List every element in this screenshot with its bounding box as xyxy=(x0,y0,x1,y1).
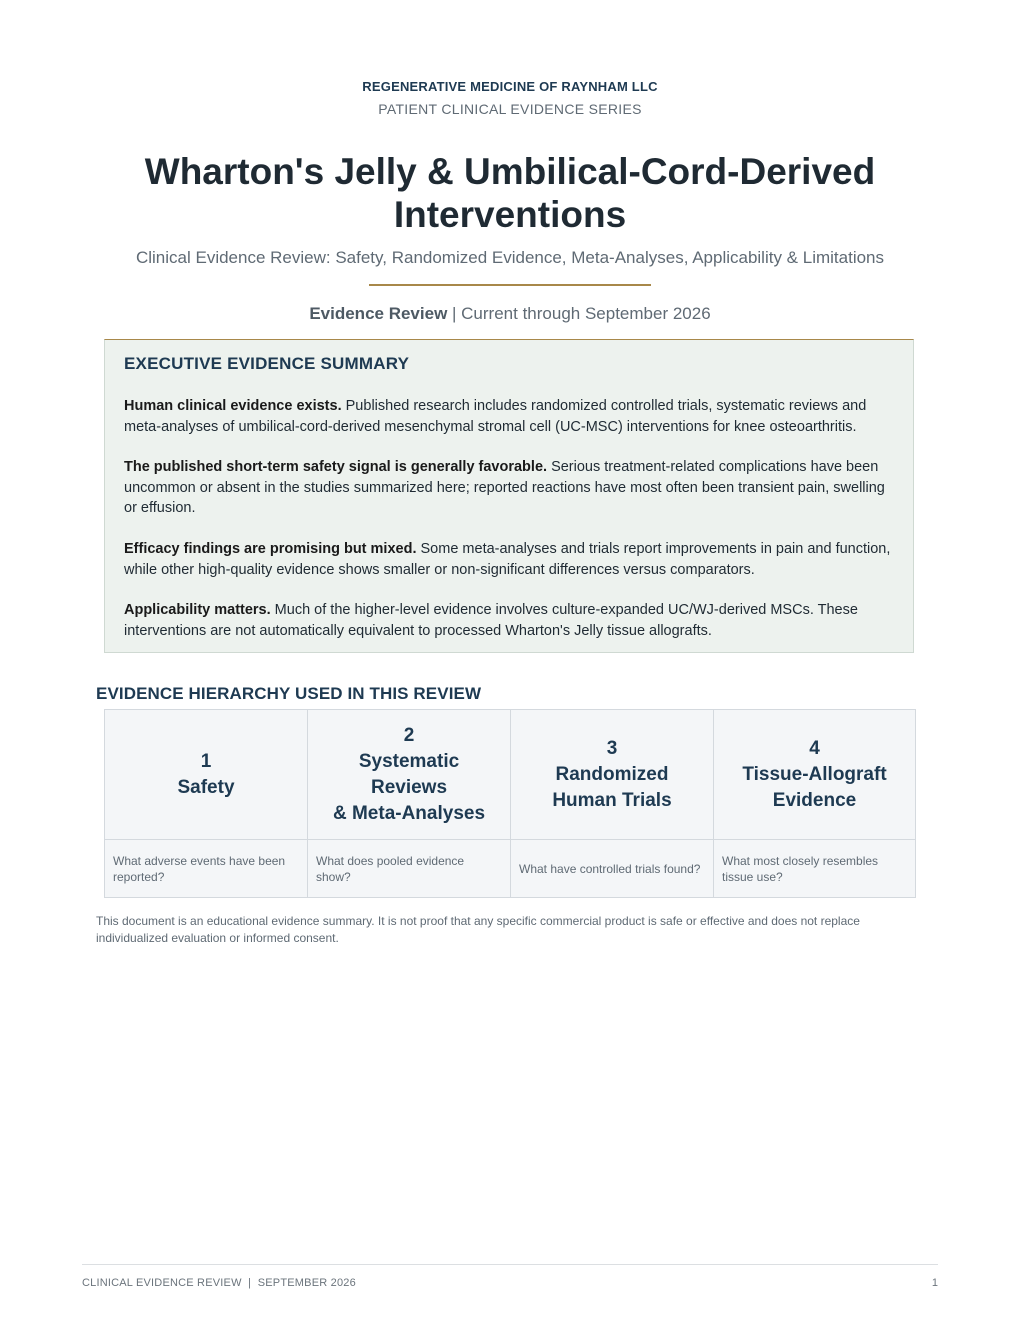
summary-item-text: Serious treatment-related complications have been uncommon or absent in the studies summarized here; reported reactions have most often been transient pain, swelling or effusion. xyxy=(124,459,885,517)
hierarchy-level-label: 2 Systematic Reviews & Meta-Analyses xyxy=(332,724,486,824)
review-status xyxy=(0,304,1020,324)
hierarchy-level-header xyxy=(308,710,511,840)
series-label: PATIENT CLINICAL EVIDENCE SERIES xyxy=(378,101,642,117)
summary-item xyxy=(124,396,899,437)
hierarchy-level-label: 3 Randomized Human Trials xyxy=(552,737,672,811)
hierarchy-level-header xyxy=(105,710,308,840)
summary-item-text: Much of the higher-level evidence involves culture-expanded UC/WJ-derived MSCs. These interventions are not automatically equivalent to processed Wharton's Jelly tissue allografts. xyxy=(124,602,858,639)
review-date: | Current through September 2026 xyxy=(447,304,711,323)
summary-item-lead: The published short-term safety signal is generally favorable. xyxy=(124,459,548,475)
hierarchy-heading: EVIDENCE HIERARCHY USED IN THIS REVIEW xyxy=(96,684,482,703)
summary-item xyxy=(124,600,899,641)
organization-name: REGENERATIVE MEDICINE OF RAYNHAM LLC xyxy=(362,79,658,94)
hierarchy-level-header xyxy=(714,710,915,840)
summary-item-lead: Applicability matters. xyxy=(124,602,271,618)
hierarchy-level-label: 4 Tissue-Allograft Evidence xyxy=(742,737,887,811)
summary-heading: EXECUTIVE EVIDENCE SUMMARY xyxy=(124,354,410,373)
summary-item-text: Published research includes randomized controlled trials, systematic reviews and meta-analyses of umbilical-cord-derived mesenchymal stromal cell (UC-MSC) interventions for knee osteoarthritis. xyxy=(124,398,867,435)
footer-label: CLINICAL EVIDENCE REVIEW | SEPTEMBER 2026 xyxy=(82,1277,356,1289)
hierarchy-level-question: What have controlled trials found? xyxy=(511,840,714,897)
document-title: Wharton's Jelly & Umbilical-Cord-Derived Interventions xyxy=(144,151,876,235)
footer-divider xyxy=(82,1264,938,1265)
summary-item-lead: Human clinical evidence exists. xyxy=(124,398,342,414)
review-label: Evidence Review xyxy=(309,304,448,323)
hierarchy-level-question: What adverse events have been reported? xyxy=(105,840,308,897)
hierarchy-level-label: 1 Safety xyxy=(177,750,235,798)
summary-item-text: Some meta-analyses and trials report improvements in pain and function, while other high-quality evidence shows smaller or non-significant differences versus comparators. xyxy=(124,541,891,578)
hierarchy-level-header xyxy=(511,710,714,840)
executive-summary-box xyxy=(104,339,914,653)
evidence-hierarchy-table xyxy=(104,709,916,898)
hierarchy-level-question: What does pooled evidence show? xyxy=(308,840,511,897)
disclaimer: This document is an educational evidence summary. It is not proof that any specific commercial product is safe or effective and does not replace individualized evaluation or informed consent. xyxy=(96,914,860,945)
title-divider xyxy=(369,284,651,286)
summary-item xyxy=(124,539,899,580)
summary-item-lead: Efficacy findings are promising but mixed. xyxy=(124,541,417,557)
summary-item xyxy=(124,457,899,519)
document-subtitle: Clinical Evidence Review: Safety, Randomized Evidence, Meta-Analyses, Applicability & Limitations xyxy=(135,248,885,267)
hierarchy-level-question: What most closely resembles tissue use? xyxy=(722,853,879,884)
page-number: 1 xyxy=(931,1277,938,1289)
